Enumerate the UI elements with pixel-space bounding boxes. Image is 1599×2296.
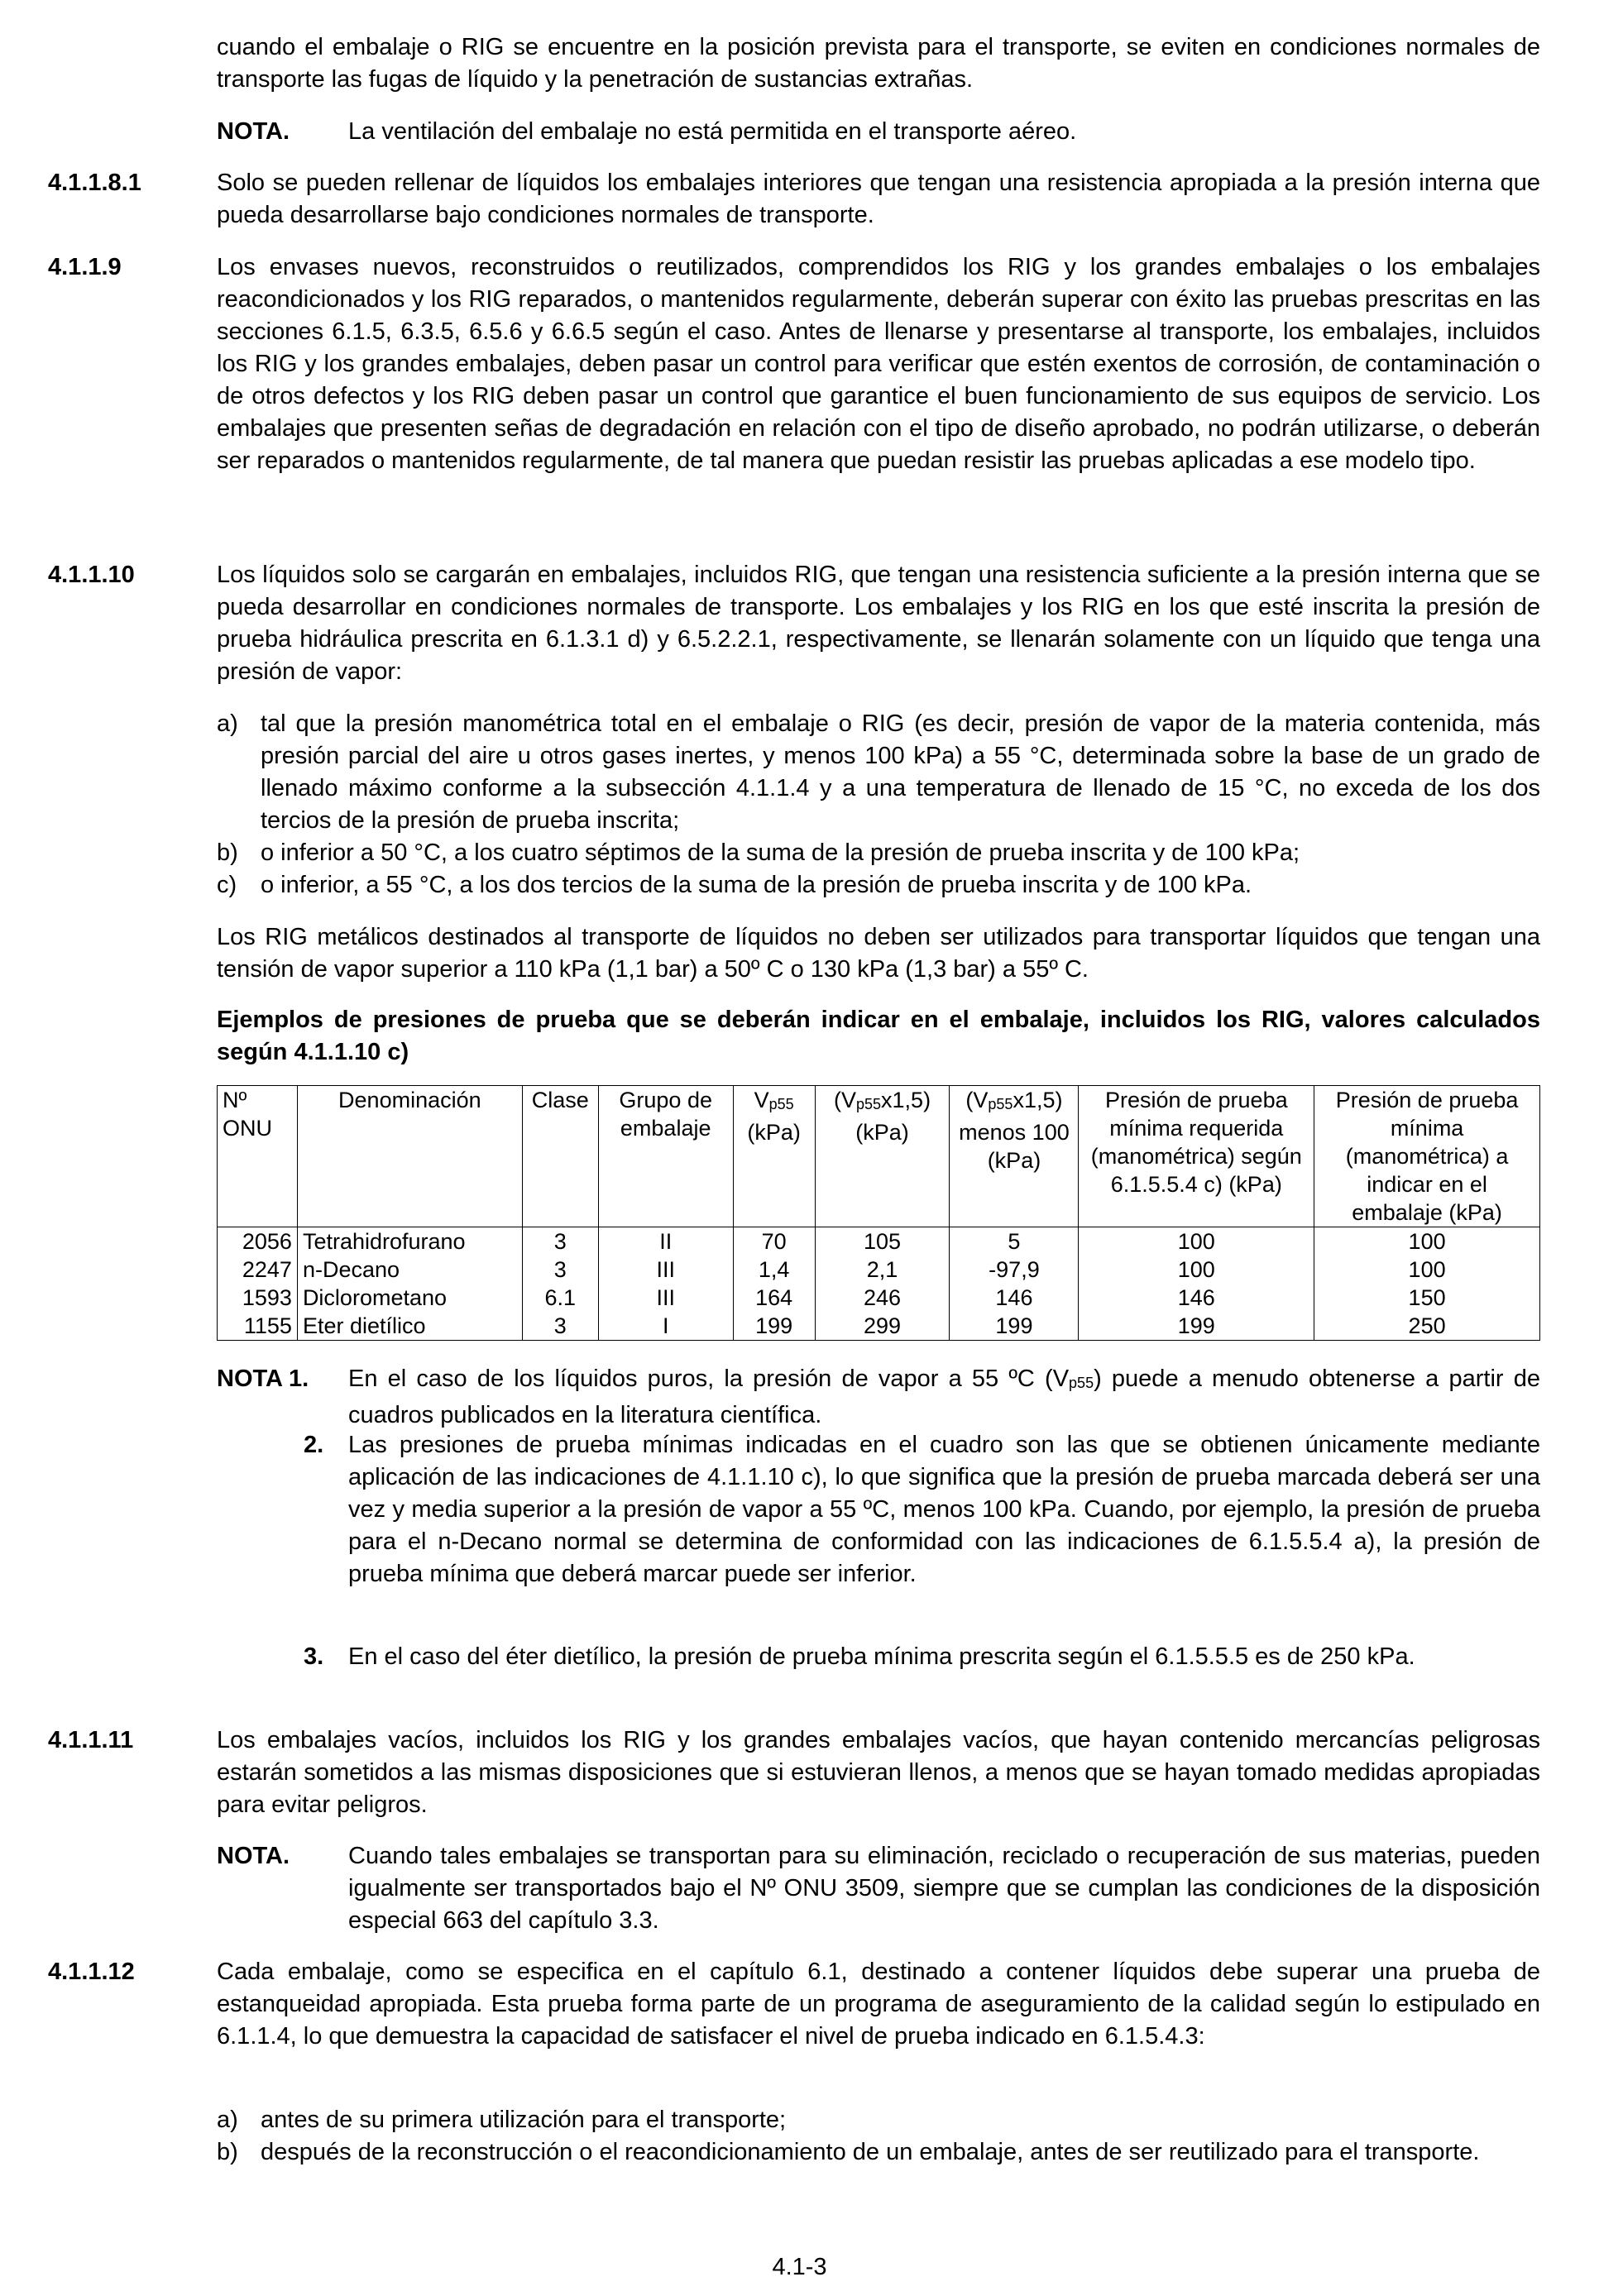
cell-required: 100	[1079, 1256, 1314, 1284]
cell-vp55: 164	[733, 1284, 815, 1312]
section-text-4-1-1-9: Los envases nuevos, reconstruidos o reutilizados, comprendidos los RIG y los grandes embalajes o los embalajes reacondicionados y los RIG reparados, o mantenidos regularmente, deberán superar con éxito las pruebas prescritas en las secciones 6.1.5, 6.3.5, 6.5.6 y 6.6.5 según el caso. Antes de llenarse y presentarse al transporte, los embalajes, incluidos los RIG y los grandes embalajes, deben pasar un control para verificar que estén exentos de corrosión, de contaminación o de otros defectos y los RIG deben pasar un control que garantice el buen funcionamiento de sus equipos de servicio. Los embalajes que presenten señas de degradación en relación con el tipo de diseño aprobado, no podrán utilizarse, o deberán ser reparados o mantenidos regularmente, de tal manera que puedan resistir las pruebas aplicadas a ese modelo tipo.	[217, 254, 1540, 474]
header-vp55-x15: $(V_{p55}x1,5)$ (kPa)	[815, 1086, 950, 1227]
cell-x15: 2,1	[815, 1256, 950, 1284]
section-text-4-1-1-8-1: Solo se pueden rellenar de líquidos los embalajes interiores que tengan una resistencia apropiada a la presión interna que pueda desarrollarse bajo condiciones normales de transporte.	[217, 170, 1540, 228]
cell-menos: 199	[950, 1312, 1079, 1341]
cell-menos: 5	[950, 1227, 1079, 1256]
note-3-text: En el caso del éter dietílico, la presión de prueba mínima prescrita según el 6.1.5.5.5 es de 250 kPa.	[348, 1643, 1415, 1670]
intro-paragraph: cuando el embalaje o RIG se encuentre en la posición prevista para el transporte, se eviten en condiciones normales de transporte las fugas de líquido y la penetración de sustancias extrañas.	[217, 34, 1540, 93]
note-1-label: NOTA 1.	[217, 1366, 309, 1392]
list-item-text: o inferior a 50 °C, a los cuatro séptimos de la suma de la presión de prueba inscrita y de 100 kPa;	[261, 839, 1300, 866]
table-row	[218, 1312, 1540, 1341]
list-item-text: después de la reconstrucción o el reacondicionamiento de un embalaje, antes de ser reutilizado para el transporte.	[261, 2139, 1480, 2165]
section-number-4-1-1-8-1: 4.1.1.8.1	[48, 170, 141, 196]
table-row	[218, 1256, 1540, 1284]
section-number-4-1-1-9: 4.1.1.9	[48, 254, 122, 280]
cell-marked: 100	[1314, 1227, 1540, 1256]
cell-x15: 105	[815, 1227, 950, 1256]
list-item-label: c)	[217, 872, 237, 898]
intro-note-text: La ventilación del embalaje no está permitida en el transporte aéreo.	[348, 118, 1077, 145]
list-item-label: b)	[217, 839, 238, 866]
cell-required: 100	[1079, 1227, 1314, 1256]
table-heading: Ejemplos de presiones de prueba que se deberán indicar en el embalaje, incluidos los RIG, valores calculados según 4.1.1.10 c)	[217, 1007, 1540, 1065]
cell-clase: 6.1	[522, 1284, 598, 1312]
page-number: 4.1-3	[772, 2254, 827, 2280]
header-marked-pressure: Presión de prueba mínima (manométrica) a indicar en el embalaje (kPa)	[1314, 1086, 1540, 1227]
cell-onu: 1593	[218, 1284, 298, 1312]
cell-clase: 3	[522, 1256, 598, 1284]
list-item-text: antes de su primera utilización para el transporte;	[261, 2107, 787, 2133]
cell-vp55: 70	[733, 1227, 815, 1256]
note-1-text: En el caso de los líquidos puros, la presión de vapor a 55 ºC $(V_{p55})$ puede a menudo obtenerse a partir de cuadros publicados en la literatura científica.	[348, 1366, 1540, 1428]
cell-required: 199	[1079, 1312, 1314, 1341]
note-3-label: 3.	[304, 1643, 324, 1670]
header-onu: Nº ONU	[218, 1086, 298, 1227]
cell-clase: 3	[522, 1227, 598, 1256]
cell-marked: 250	[1314, 1312, 1540, 1341]
list-item-label: a)	[217, 710, 238, 737]
header-vp55-x15-minus-100: $(V_{p55}x1,5)$ menos 100 (kPa)	[950, 1086, 1079, 1227]
cell-clase: 3	[522, 1312, 598, 1341]
list-item-text: tal que la presión manométrica total en el embalaje o RIG (es decir, presión de vapor de la materia contenida, más presión parcial del aire u otros gases inertes, y menos 100 kPa) a 55 °C, determinada sobre la base de un grado de llenado máximo conforme a la subsección 4.1.1.4 y a una temperatura de llenado de 15 °C, no exceda de los dos tercios de la presión de prueba inscrita;	[261, 710, 1540, 834]
header-denominacion: Denominación	[297, 1086, 522, 1227]
cell-x15: 246	[815, 1284, 950, 1312]
cell-marked: 150	[1314, 1284, 1540, 1312]
cell-grupo: III	[598, 1284, 733, 1312]
intro-note-label: NOTA.	[217, 118, 290, 145]
cell-menos: 146	[950, 1284, 1079, 1312]
cell-name: Tetrahidrofurano	[297, 1227, 522, 1256]
cell-x15: 299	[815, 1312, 950, 1341]
section-number-4-1-1-10: 4.1.1.10	[48, 562, 135, 588]
section-note-text: Cuando tales embalajes se transportan para su eliminación, reciclado o recuperación de sus materias, pueden igualmente ser transportados bajo el Nº ONU 3509, siempre que se cumplan las condiciones de la disposición especial 663 del capítulo 3.3.	[348, 1843, 1540, 1934]
list-item-label: a)	[217, 2107, 238, 2133]
cell-grupo: III	[598, 1256, 733, 1284]
cell-onu: 1155	[218, 1312, 298, 1341]
table-header-row	[218, 1086, 1540, 1227]
cell-onu: 2056	[218, 1227, 298, 1256]
cell-grupo: I	[598, 1312, 733, 1341]
note-2-text: Las presiones de prueba mínimas indicadas en el cuadro son las que se obtienen únicamente mediante aplicación de las indicaciones de 4.1.1.10 c), lo que significa que la presión de prueba marcada deberá ser una vez y media superior a la presión de vapor a 55 ºC, menos 100 kPa. Cuando, por ejemplo, la presión de prueba para el n-Decano normal se determina de conformidad con las indicaciones de 6.1.5.5.4 a), la presión de prueba mínima que deberá marcar puede ser inferior.	[348, 1432, 1540, 1587]
test-pressure-table	[217, 1085, 1540, 1341]
section-text-4-1-1-10: Los líquidos solo se cargarán en embalajes, incluidos RIG, que tengan una resistencia suficiente a la presión interna que se pueda desarrollar en condiciones normales de transporte. Los embalajes y los RIG en los que esté inscrita la presión de prueba hidráulica prescrita en 6.1.3.1 d) y 6.5.2.2.1, respectivamente, se llenarán solamente con un líquido que tenga una presión de vapor:	[217, 562, 1540, 685]
header-vp55: $V_{p55}$ (kPa)	[733, 1086, 815, 1227]
cell-name: Diclorometano	[297, 1284, 522, 1312]
header-grupo: Grupo de embalaje	[598, 1086, 733, 1227]
cell-grupo: II	[598, 1227, 733, 1256]
section-note-label: NOTA.	[217, 1843, 290, 1869]
section-text-4-1-1-12: Cada embalaje, como se especifica en el capítulo 6.1, destinado a contener líquidos debe superar una prueba de estanqueidad apropiada. Esta prueba forma parte de un programa de aseguramiento de la calidad según lo estipulado en 6.1.1.4, lo que demuestra la capacidad de satisfacer el nivel de prueba indicado en 6.1.5.4.3:	[217, 1959, 1540, 2050]
cell-vp55: 199	[733, 1312, 815, 1341]
list-item-label: b)	[217, 2139, 238, 2165]
cell-vp55: 1,4	[733, 1256, 815, 1284]
note-2-label: 2.	[304, 1432, 324, 1458]
cell-required: 146	[1079, 1284, 1314, 1312]
list-item-text: o inferior, a 55 °C, a los dos tercios de la suma de la presión de prueba inscrita y de 100 kPa.	[261, 872, 1252, 898]
table-row	[218, 1284, 1540, 1312]
cell-menos: -97,9	[950, 1256, 1079, 1284]
section-number-4-1-1-12: 4.1.1.12	[48, 1959, 135, 1985]
section-number-4-1-1-11: 4.1.1.11	[48, 1727, 134, 1753]
cell-onu: 2247	[218, 1256, 298, 1284]
cell-name: n-Decano	[297, 1256, 522, 1284]
cell-name: Eter dietílico	[297, 1312, 522, 1341]
cell-marked: 100	[1314, 1256, 1540, 1284]
header-clase: Clase	[522, 1086, 598, 1227]
header-required-pressure: Presión de prueba mínima requerida (manométrica) según 6.1.5.5.4 c) (kPa)	[1079, 1086, 1314, 1227]
section-text-4-1-1-11: Los embalajes vacíos, incluidos los RIG y los grandes embalajes vacíos, que hayan contenido mercancías peligrosas estarán sometidos a las mismas disposiciones que si estuvieran llenos, a menos que se hayan tomado medidas apropiadas para evitar peligros.	[217, 1727, 1540, 1818]
metal-rig-paragraph: Los RIG metálicos destinados al transporte de líquidos no deben ser utilizados para transportar líquidos que tengan una tensión de vapor superior a 110 kPa (1,1 bar) a 50º C o 130 kPa (1,3 bar) a 55º C.	[217, 924, 1540, 983]
table-row	[218, 1227, 1540, 1256]
